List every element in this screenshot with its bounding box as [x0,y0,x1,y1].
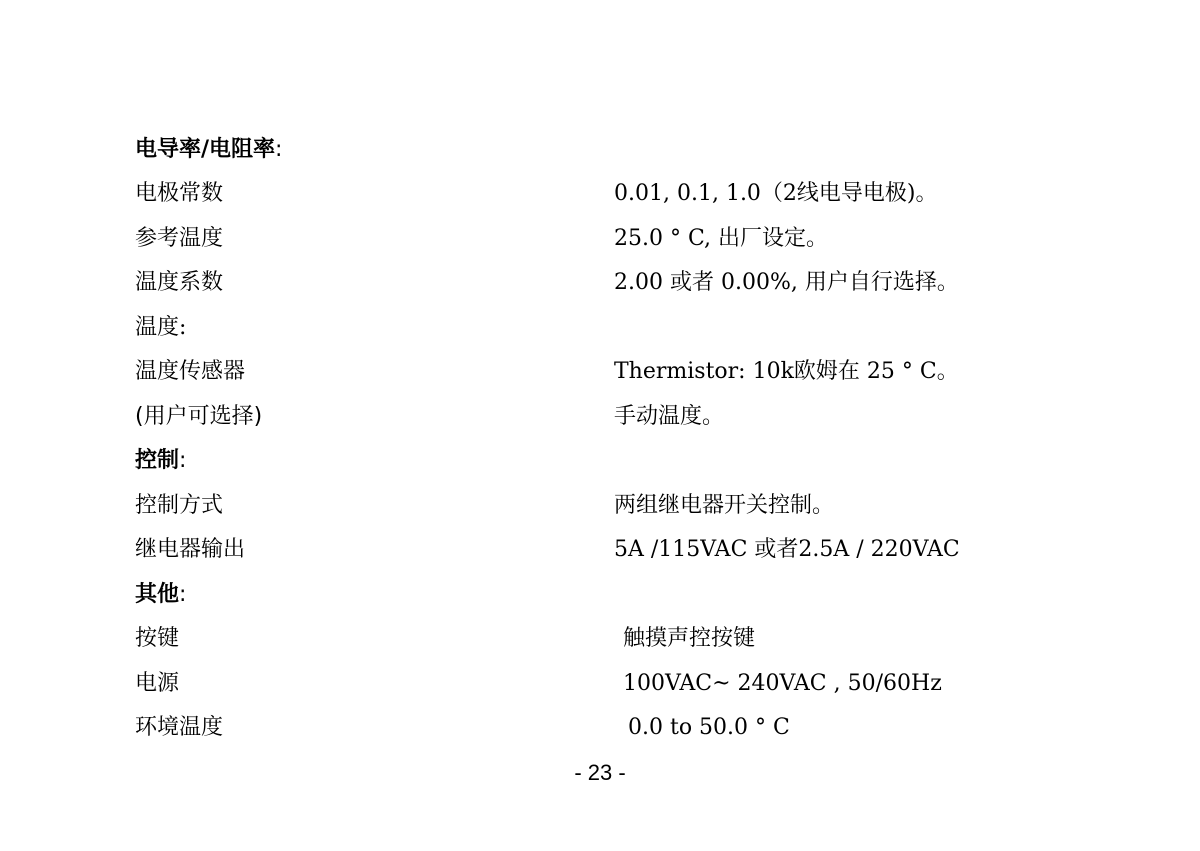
spec-label: 电源 [135,671,180,696]
spec-row-relay-output [135,535,1135,565]
section-heading-temperature [135,313,1135,343]
spec-value: 25.0 ° C, 出厂设定。 [614,226,829,251]
spec-label: 控制方式 [135,493,224,518]
spec-value: 0.0 to 50.0 ° C [628,715,790,740]
spec-value: 两组继电器开关控制。 [614,493,835,518]
spec-label: 电极常数 [135,181,224,206]
spec-value: 触摸声控按键 [623,626,756,651]
spec-row-ambient-temperature [135,713,1135,743]
page-number: - 23 - [574,760,626,785]
spec-label: 继电器输出 [135,537,246,562]
section-heading-control [135,446,1135,476]
section-heading-other [135,580,1135,610]
spec-row-keys [135,624,1135,654]
spec-label: 环境温度 [135,715,224,740]
heading-text: 其他: [135,582,187,607]
spec-value: 0.01, 0.1, 1.0（2线电导电极)。 [614,181,938,206]
heading-text: 控制: [135,448,187,473]
spec-label: 参考温度 [135,226,224,251]
spec-row-electrode-constant [135,179,1135,209]
spec-row-user-selectable [135,402,1135,432]
spec-value: 100VAC~ 240VAC , 50/60Hz [623,671,942,696]
spec-value: Thermistor: 10k欧姆在 25 ° C。 [614,359,959,384]
spec-row-temperature-coefficient [135,268,1135,298]
spec-label: (用户可选择) [135,404,263,429]
spec-label: 温度系数 [135,270,224,295]
spec-label: 温度传感器 [135,359,246,384]
spec-value: 5A /115VAC 或者2.5A / 220VAC [614,537,960,562]
section-heading-conductivity [135,135,1135,165]
spec-row-power [135,669,1135,699]
spec-value: 2.00 或者 0.00%, 用户自行选择。 [614,270,959,295]
heading-text: 电导率/电阻率: [135,137,283,162]
spec-row-control-mode [135,491,1135,521]
spec-value: 手动温度。 [614,404,725,429]
spec-row-reference-temperature [135,224,1135,254]
spec-label: 按键 [135,626,180,651]
spec-row-temperature-sensor [135,357,1135,387]
heading-text: 温度: [135,315,187,340]
